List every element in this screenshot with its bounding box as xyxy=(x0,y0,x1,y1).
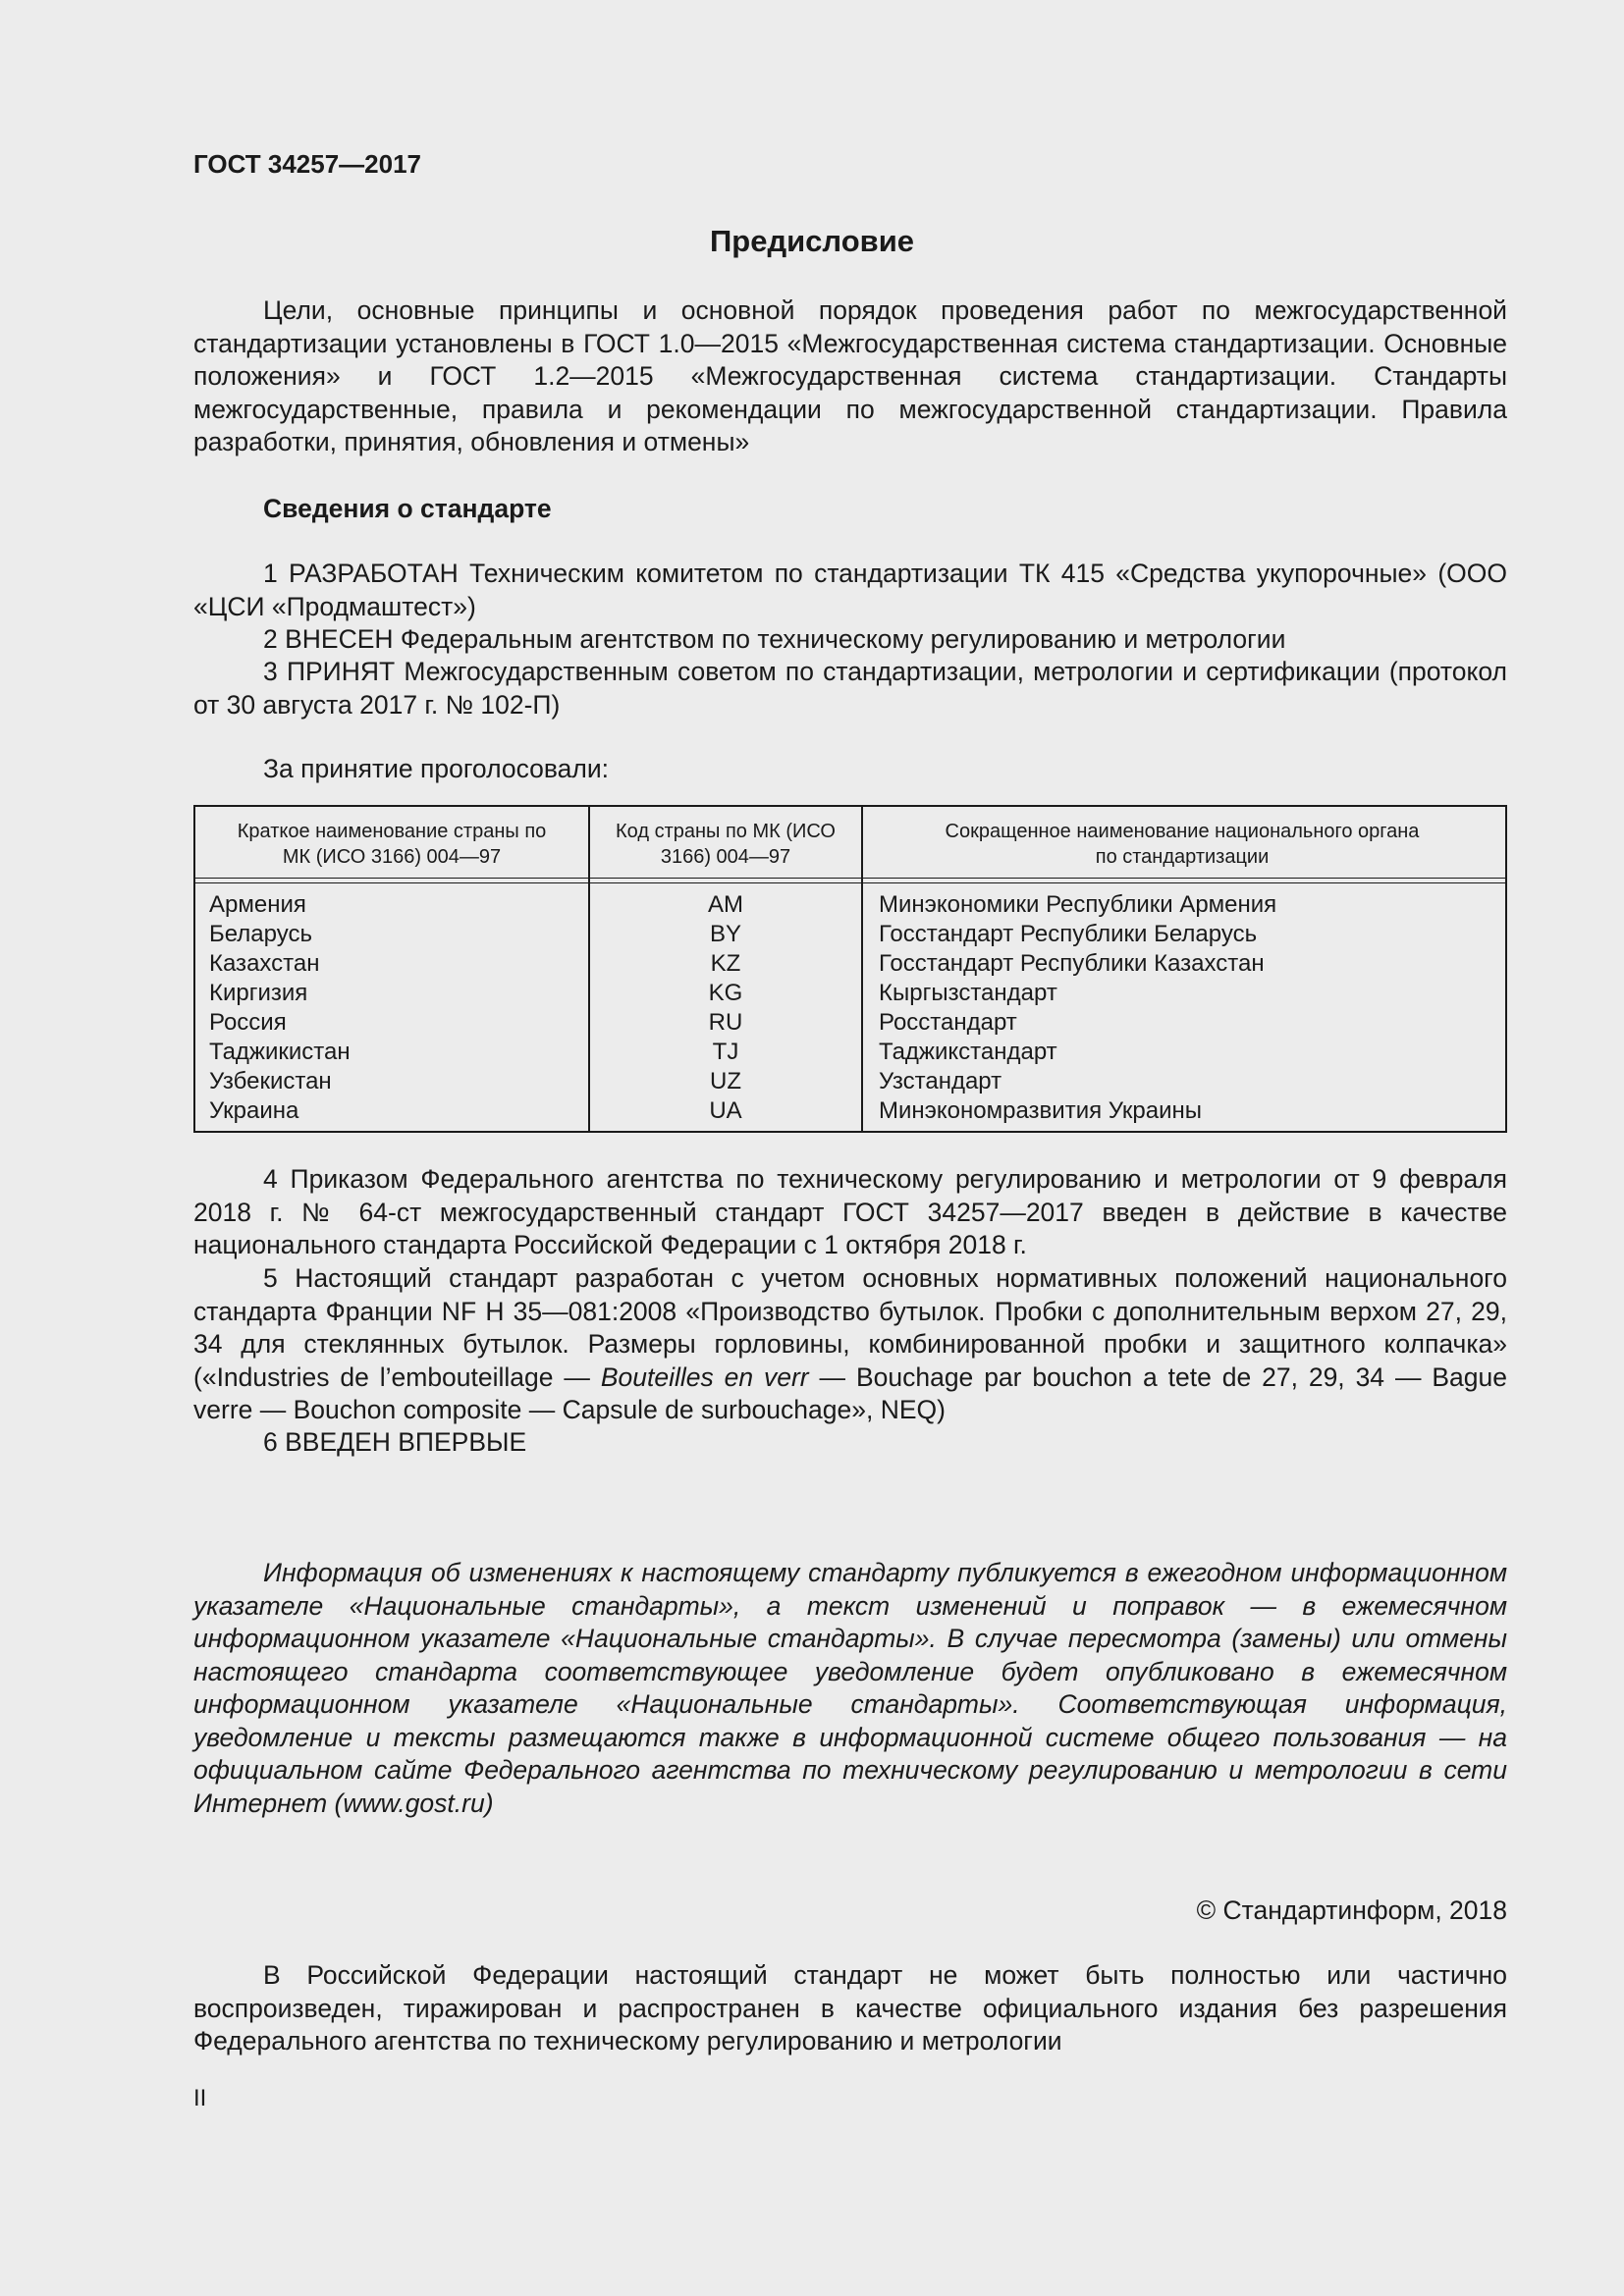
table-divider xyxy=(861,807,863,1131)
item-4: 4 Приказом Федерального агентства по техническому регулированию и метрологии от 9 февраля 2018 г. № 64-ст межгосударственный стандарт ГОСТ 34257—2017 введен в действие в качестве национального стандарта Российской Федерации с 1 октября 2018 г. xyxy=(193,1164,1507,1259)
item-3: 3 ПРИНЯТ Межгосударственным советом по стандартизации, метрологии и сертификации (протокол от 30 августа 2017 г. № 102-П) xyxy=(193,657,1507,720)
table-cell: Беларусь xyxy=(209,921,312,947)
item-5 xyxy=(193,1262,1507,1427)
table-column-code xyxy=(592,890,859,1126)
table-header-country: Краткое наименование страны по МК (ИСО 3166) 004—97 xyxy=(237,821,547,868)
table-cell: BY xyxy=(709,921,741,947)
table-cell: AM xyxy=(708,891,743,918)
table-cell: Госстандарт Республики Казахстан xyxy=(879,950,1265,977)
item-6: 6 ВВЕДЕН ВПЕРВЫЕ xyxy=(263,1427,527,1457)
table-cell: Россия xyxy=(209,1009,287,1036)
voted-label: За принятие проголосовали: xyxy=(263,754,610,783)
table-cell: KG xyxy=(708,980,743,1006)
page-title: Предисловие xyxy=(709,224,914,258)
info-heading: Сведения о стандарте xyxy=(263,494,552,523)
item-5-text-end: — Bouchage par bouchon a tete de 27, 29, 34 — Bague verre — Bouchon composite — Capsule de surbouchage», NEQ) xyxy=(193,1362,1507,1424)
table-cell: Минэкономики Республики Армения xyxy=(879,891,1277,918)
table-cell: Киргизия xyxy=(209,980,308,1006)
table-cell: Минэкономразвития Украины xyxy=(879,1097,1203,1124)
page-number: II xyxy=(193,2085,207,2111)
table-column-body xyxy=(879,890,1276,1126)
notice-paragraph: Информация об изменениях к настоящему стандарту публикуется в ежегодном информационном указателе «Национальные стандарты», а текст изменений и поправок — в ежемесячном информационном указателе «Национальные стандарты». В случае пересмотра (замены) или отмены настоящего стандарта соответствующее уведомление будет опубликовано в ежемесячном информационном указателе «Национальные стандарты». Соответствующая информация, уведомление и тексты размещаются также в информационной системе общего пользования — на официальном сайте Федерального агентства по техническому регулированию и метрологии в сети Интернет (www.gost.ru) xyxy=(193,1558,1507,1818)
table-cell: Украина xyxy=(209,1097,299,1124)
table-header-rule xyxy=(195,878,1505,879)
table-cell: UZ xyxy=(710,1068,741,1095)
table-cell: UA xyxy=(709,1097,742,1124)
table-cell: Росстандарт xyxy=(879,1009,1017,1036)
table-divider xyxy=(588,807,590,1131)
table-cell: KZ xyxy=(710,950,741,977)
copyright-line: © Стандартинформ, 2018 xyxy=(1196,1896,1507,1925)
table-cell: Узстандарт xyxy=(879,1068,1002,1095)
table-cell: Армения xyxy=(209,891,306,918)
restriction-paragraph: В Российской Федерации настоящий стандарт не может быть полностью или частично воспроизведен, тиражирован и распространен в качестве официального издания без разрешения Федерального агентства по техническому регулированию и метрологии xyxy=(193,1960,1507,2056)
table-header-code: Код страны по МК (ИСО 3166) 004—97 xyxy=(616,821,836,868)
table-cell: Узбекистан xyxy=(209,1068,332,1095)
item-1: 1 РАЗРАБОТАН Техническим комитетом по стандартизации ТК 415 «Средства укупорочные» (ООО «ЦСИ «Продмаштест») xyxy=(193,559,1507,621)
item-5-italic-title: Bouteilles en verr xyxy=(600,1362,809,1392)
table-cell: Казахстан xyxy=(209,950,320,977)
table-cell: TJ xyxy=(712,1039,739,1065)
table-header-body: Сокращенное наименование национального органа по стандартизации xyxy=(945,821,1420,868)
table-cell: Госстандарт Республики Беларусь xyxy=(879,921,1258,947)
table-column-country xyxy=(209,890,351,1126)
table-cell: RU xyxy=(708,1009,743,1036)
item-5-text: 5 Настоящий стандарт разработан с учетом основных нормативных положений национального стандарта Франции NF H 35—081:2008 «Производство бутылок. Пробки с дополнительным верхом 27, 29, 34 для стеклянных бутылок. Размеры горловины, комбинированной пробки и защитного колпачка» («Industries de l’embouteillage — xyxy=(193,1263,1507,1392)
table-cell: Таджикистан xyxy=(209,1039,351,1065)
table-cell: Таджикстандарт xyxy=(879,1039,1057,1065)
standard-code: ГОСТ 34257—2017 xyxy=(193,149,421,179)
voting-table xyxy=(193,805,1507,1133)
table-cell: Кыргызстандарт xyxy=(879,980,1057,1006)
table-header-rule xyxy=(195,882,1505,883)
item-2: 2 ВНЕСЕН Федеральным агентством по техническому регулированию и метрологии xyxy=(263,624,1286,654)
intro-paragraph: Цели, основные принципы и основной порядок проведения работ по межгосударственной стандартизации установлены в ГОСТ 1.0—2015 «Межгосударственная система стандартизации. Основные положения» и ГОСТ 1.2—2015 «Межгосударственная система стандартизации. Стандарты межгосударственные, правила и рекомендации по межгосударственной стандартизации. Правила разработки, принятия, обновления и отмены» xyxy=(193,295,1507,456)
